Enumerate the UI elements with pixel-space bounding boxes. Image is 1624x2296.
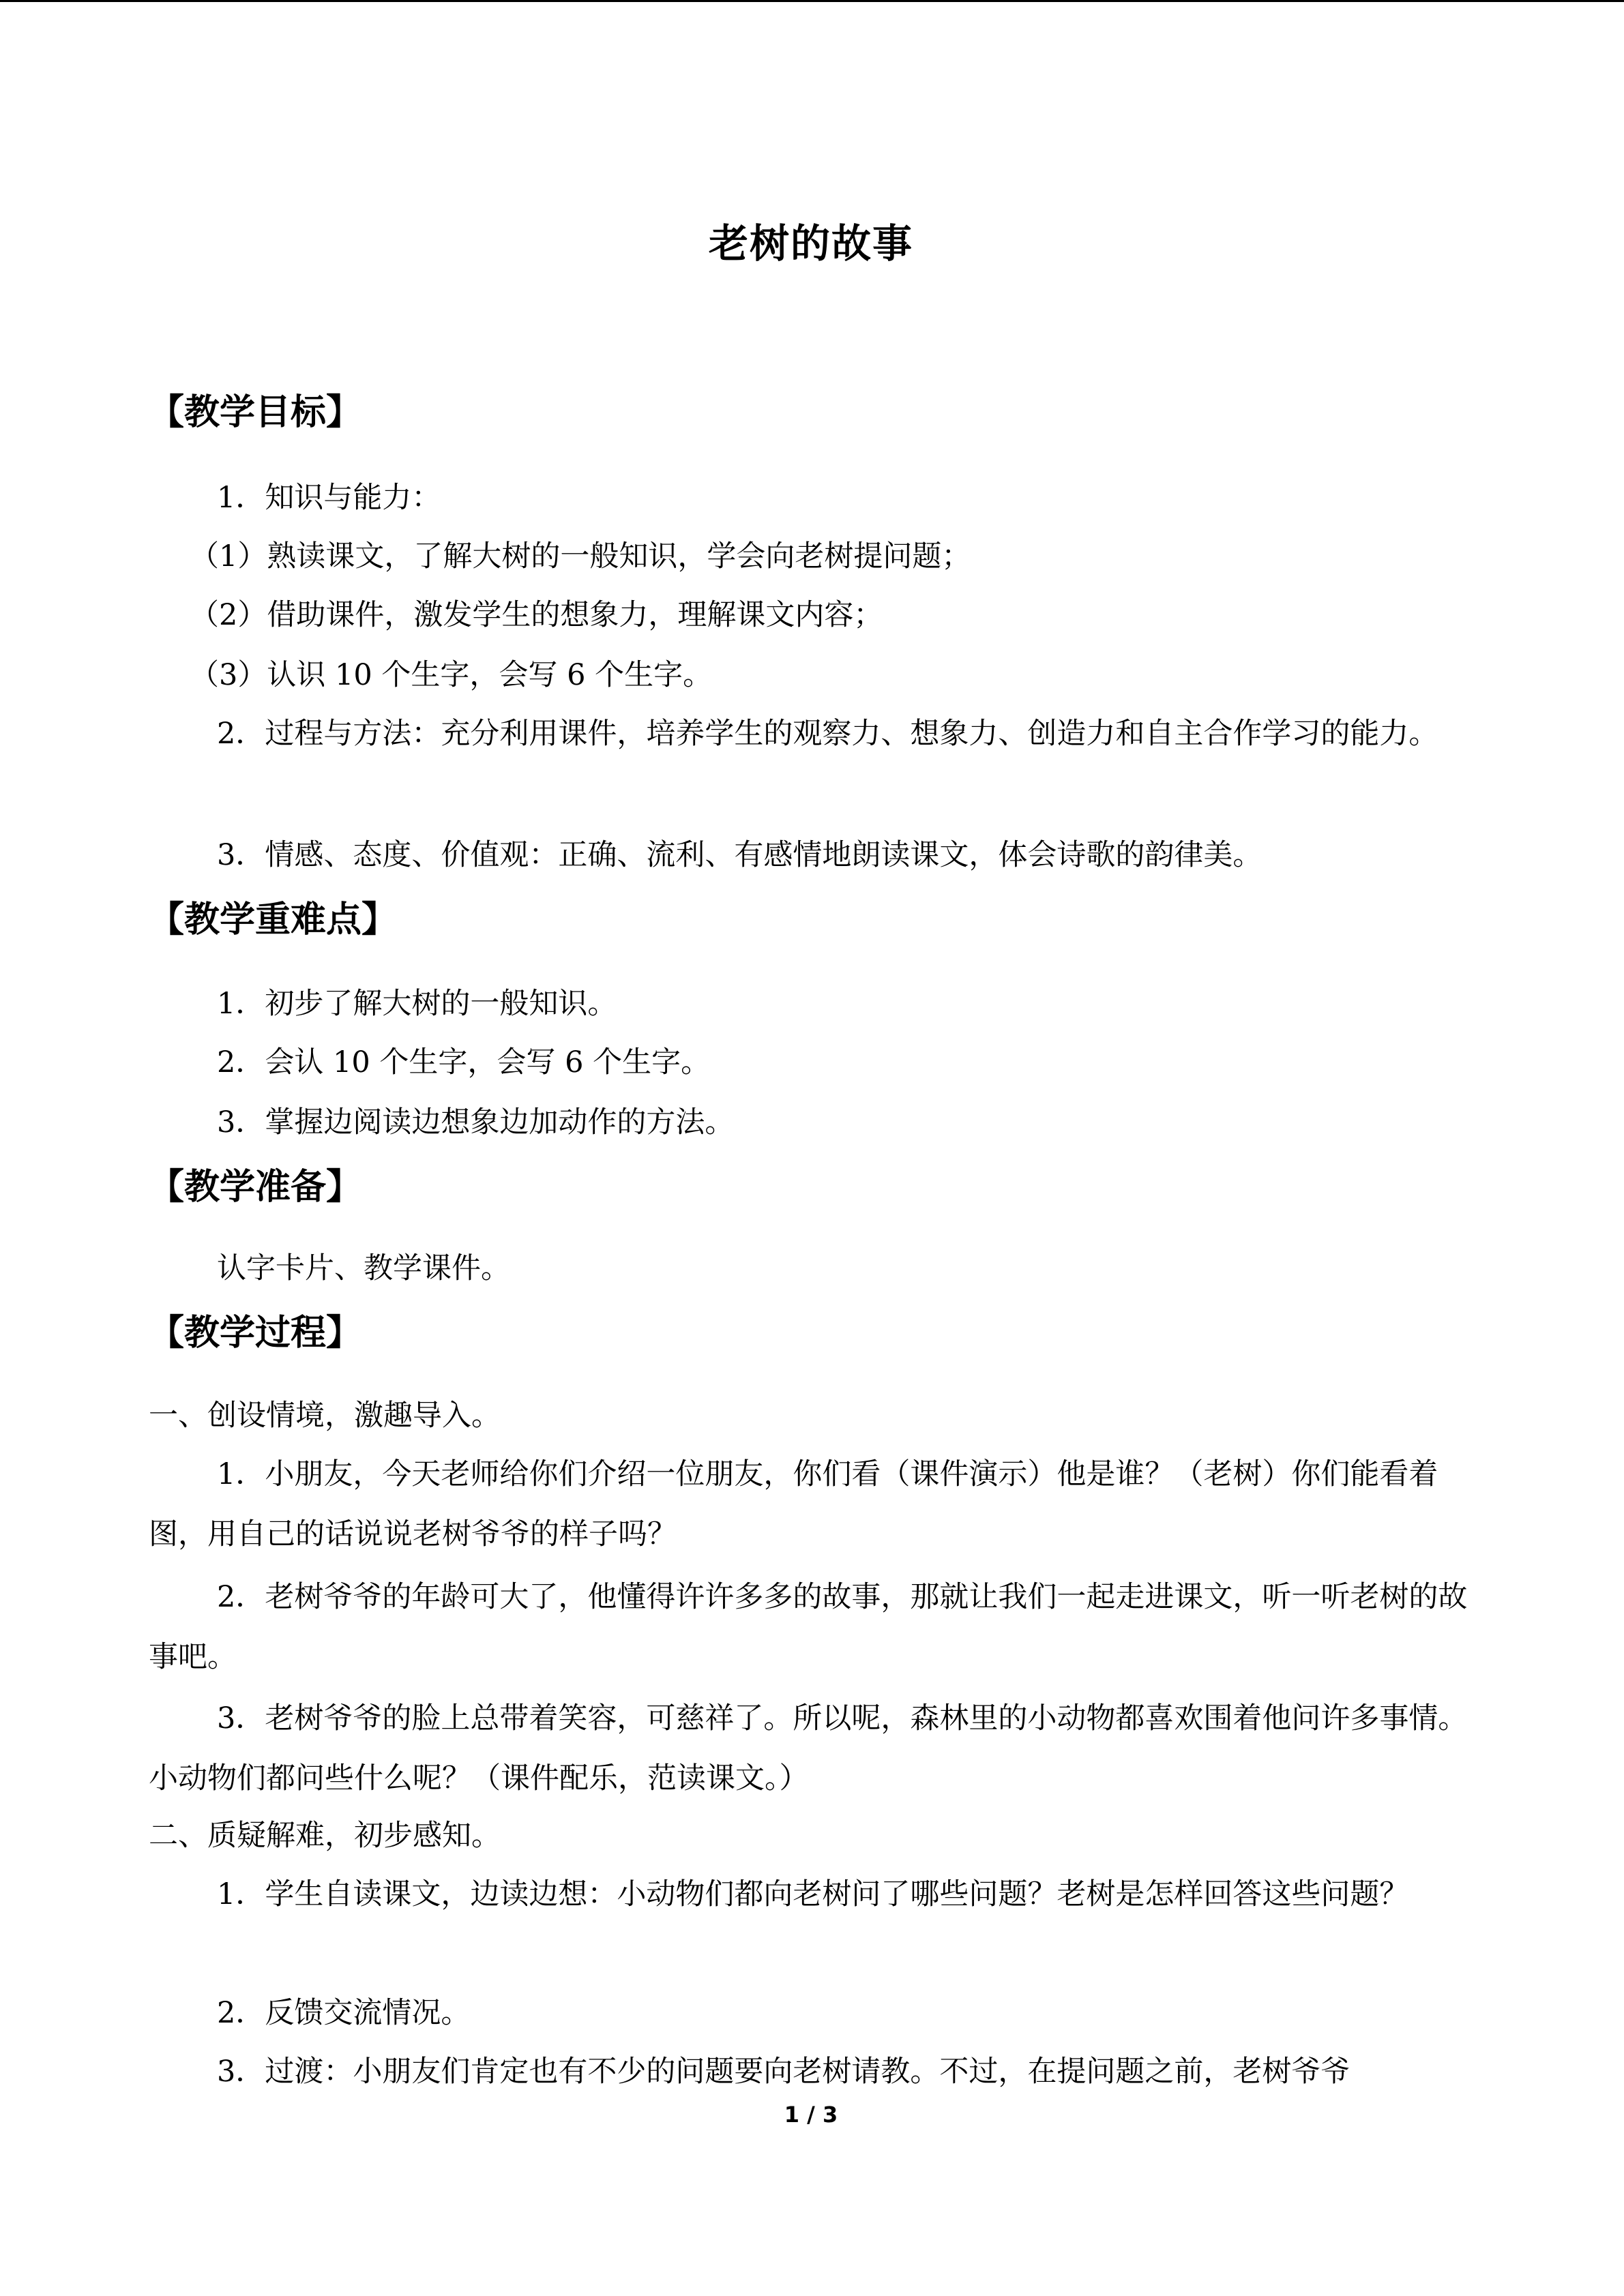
key-point-item: 2．会认 10 个生字，会写 6 个生字。 <box>217 1045 711 1079</box>
key-point-item: 1．初步了解大树的一般知识。 <box>217 987 617 1021</box>
process-item: 2．老树爷爷的年龄可大了，他懂得许许多多的故事，那就让我们一起走进课文，听一听老树的故事吧。 <box>149 1580 1468 1674</box>
section-heading-preparation: 【教学准备】 <box>149 1167 362 1208</box>
process-item: 1．学生自读课文，边读边想：小动物们都向老树问了哪些问题？老树是怎样回答这些问题？ <box>217 1877 1409 1911</box>
process-step-heading: 二、质疑解难，初步感知。 <box>149 1819 501 1853</box>
process-item: 1．小朋友，今天老师给你们介绍一位朋友，你们看（课件演示）他是谁？（老树）你们能看着图，用自己的话说说老树爷爷的样子吗？ <box>149 1457 1438 1551</box>
process-step-heading: 一、创设情境，激趣导入。 <box>149 1399 501 1433</box>
process-item: 3．过渡：小朋友们肯定也有不少的问题要向老树请教。不过，在提问题之前，老树爷爷 <box>217 2055 1350 2089</box>
document-title: 老树的故事 <box>708 220 913 267</box>
process-item: 2．反馈交流情况。 <box>217 1996 471 2030</box>
preparation-item: 认字卡片、教学课件。 <box>217 1251 510 1285</box>
section-heading-goals: 【教学目标】 <box>149 392 362 433</box>
goal-item: 3．情感、态度、价值观：正确、流利、有感情地朗读课文，体会诗歌的韵律美。 <box>217 838 1263 872</box>
goal-item: 1．知识与能力： <box>217 481 441 515</box>
goal-item: （3）认识 10 个生字，会写 6 个生字。 <box>190 658 713 692</box>
page-number: 1 / 3 <box>784 2102 838 2128</box>
goal-item: （1）熟读课文，了解大树的一般知识，学会向老树提问题； <box>190 539 971 573</box>
goal-item: （2）借助课件，激发学生的想象力，理解课文内容； <box>190 598 883 632</box>
goal-item: 2．过程与方法：充分利用课件，培养学生的观察力、想象力、创造力和自主合作学习的能力。 <box>217 717 1438 751</box>
section-heading-process: 【教学过程】 <box>149 1313 362 1354</box>
section-heading-key-points: 【教学重难点】 <box>149 899 398 940</box>
document-page <box>149 0 1473 2296</box>
process-item: 3．老树爷爷的脸上总带着笑容，可慈祥了。所以呢，森林里的小动物都喜欢围着他问许多事情。小动物们都问些什么呢？（课件配乐，范读课文。） <box>149 1701 1468 1795</box>
key-point-item: 3．掌握边阅读边想象边加动作的方法。 <box>217 1105 735 1139</box>
